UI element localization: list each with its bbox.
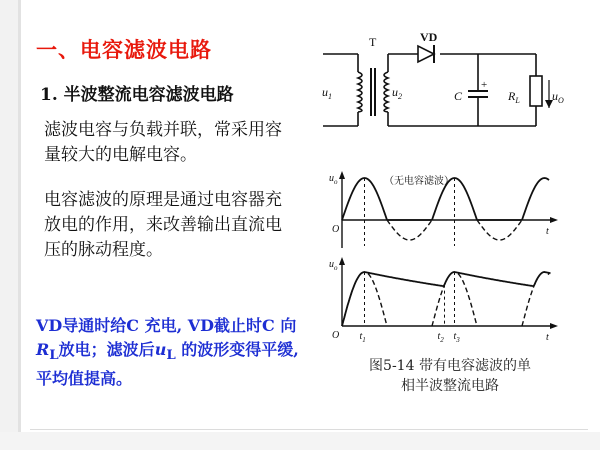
bottom-divider xyxy=(30,429,588,430)
left-decor-stripe-inner xyxy=(18,0,21,450)
output-voltage-label: $u_O$ xyxy=(552,89,564,105)
bottom-x-arrow xyxy=(550,323,558,329)
section-subtitle: 1. 半波整流电容滤波电路 xyxy=(40,85,234,105)
u2-label: $u_2$ xyxy=(392,85,402,101)
figure-caption-line1: 图5-14 带有电容滤波的单 xyxy=(369,358,531,374)
highlight-part3: 的波形变得平缓, 平均值提高。 xyxy=(36,340,299,389)
highlight-u-subscript: L xyxy=(166,347,176,364)
highlight-u-symbol: u xyxy=(154,340,167,359)
t1-label: $t_1$ xyxy=(359,331,366,344)
diode-label: VD xyxy=(420,30,438,44)
highlight-r-symbol: R xyxy=(36,340,50,359)
bottom-decor-band xyxy=(0,432,600,450)
u1-label: $u_1$ xyxy=(322,85,332,101)
load-label: $R_L$ xyxy=(508,89,520,105)
top-origin-label: O xyxy=(332,224,340,235)
highlight-r-subscript: L xyxy=(49,347,59,364)
capacitor-plus-sign: + xyxy=(481,79,488,91)
secondary-coil xyxy=(384,72,388,112)
top-x-label: t xyxy=(546,226,549,237)
t2-label: $t_2$ xyxy=(437,331,444,344)
highlight-part1: VD导通时给C 充电, VD截止时C 向 xyxy=(36,316,297,335)
top-y-arrow xyxy=(339,171,345,179)
bottom-filtered-wave xyxy=(342,272,551,326)
waveform-no-filter xyxy=(328,168,560,250)
paragraph-capacitor: 滤波电容与负载并联，常采用容量较大的电解电容。 xyxy=(44,120,282,165)
bottom-origin-label: O xyxy=(332,330,340,341)
slide-title: 一、电容滤波电路 xyxy=(36,37,212,62)
bottom-y-arrow xyxy=(339,257,345,265)
paragraph-principle: 电容滤波的原理是通过电容器充放电的作用，来改善输出直流电压的脉动程度。 xyxy=(44,190,282,260)
bottom-x-label: t xyxy=(546,332,549,343)
left-decor-stripe xyxy=(0,0,18,450)
highlight-part2: 放电；滤波后 xyxy=(58,340,155,359)
rectifier-circuit-diagram xyxy=(318,28,568,153)
figure-caption xyxy=(340,356,560,396)
transformer-label: T xyxy=(369,35,377,49)
highlight-explanation xyxy=(36,314,306,391)
top-y-label: $u_o$ xyxy=(329,173,338,186)
diode-symbol xyxy=(418,46,434,62)
load-resistor xyxy=(530,76,542,106)
waveform-with-filter xyxy=(328,256,560,346)
capacitor-label: C xyxy=(454,89,463,103)
top-no-filter-note: （无电容滤波） xyxy=(384,176,454,187)
bottom-reference-halfwave xyxy=(342,272,549,326)
figure-caption-line2: 相半波整流电路 xyxy=(401,378,499,394)
t3-label: $t_3$ xyxy=(453,331,460,344)
top-x-arrow xyxy=(550,217,558,223)
primary-coil xyxy=(358,72,362,112)
bottom-y-label: $u_o$ xyxy=(329,259,338,272)
